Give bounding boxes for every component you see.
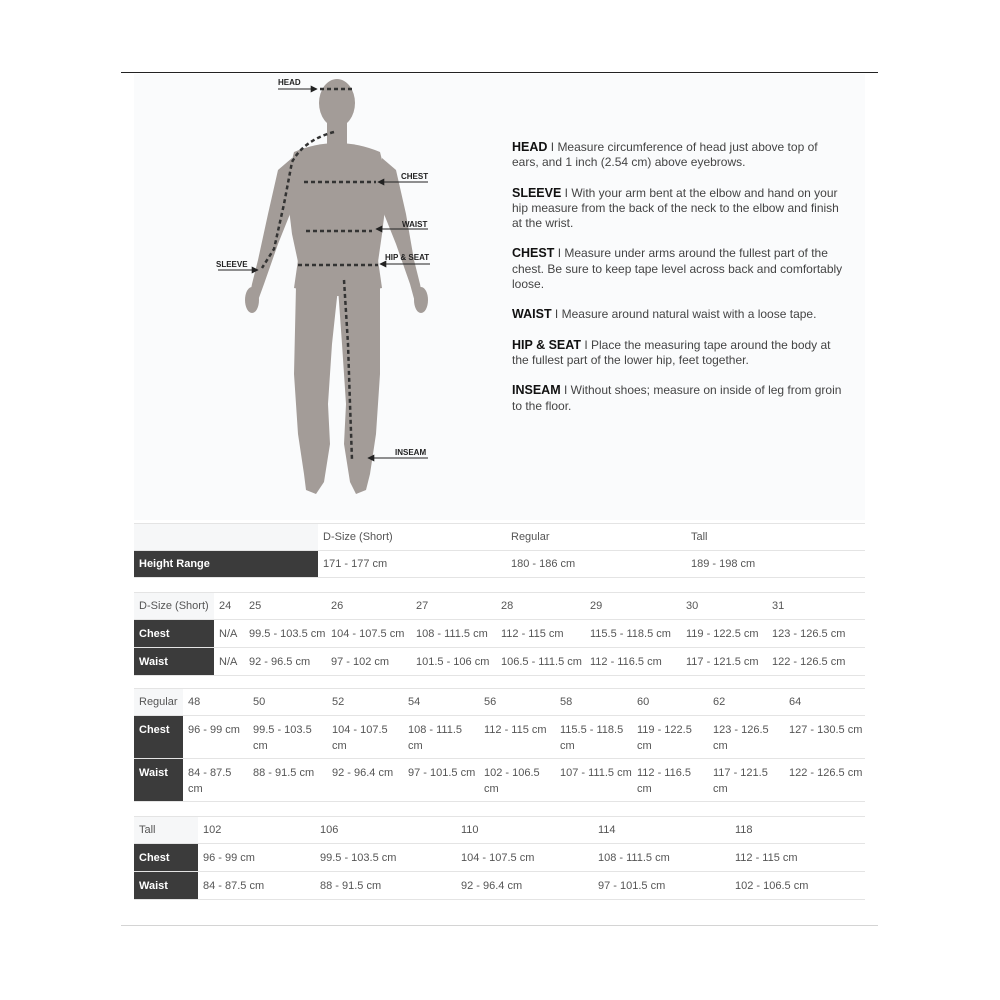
size-header: 24 [214, 593, 244, 620]
row-header: Waist [134, 648, 214, 676]
instruction-hip: HIP & SEAT I Place the measuring tape around the body at the fullest part of the lower hip, feet together. [512, 337, 831, 367]
table-cell: 123 - 126.5 cm [708, 716, 784, 759]
table-cell: 99.5 - 103.5 cm [315, 844, 456, 872]
table-cell: 88 - 91.5 cm [248, 759, 327, 802]
size-header: 25 [244, 593, 326, 620]
size-group-label: Regular [134, 689, 183, 716]
table-header-row [134, 689, 865, 716]
table-cell: 112 - 116.5 cm [632, 759, 708, 802]
size-header: 28 [496, 593, 585, 620]
table-cell: 115.5 - 118.5 cm [585, 620, 681, 648]
table-cell: 104 - 107.5 cm [456, 844, 593, 872]
row-header: Chest [134, 620, 214, 648]
size-header: 50 [248, 689, 327, 716]
body-measurement-diagram [134, 74, 464, 520]
table-row [134, 844, 865, 872]
instruction-chest: CHEST I Measure under arms around the fullest part of the chest. Be sure to keep tape level across back and comfortably loose. [512, 246, 843, 292]
table-row [134, 648, 865, 676]
sleeve-label: SLEEVE [216, 260, 248, 269]
table-cell: N/A [214, 648, 244, 676]
size-header: 52 [327, 689, 403, 716]
table-cell: 122 - 126.5 cm [767, 648, 865, 676]
row-header: Waist [134, 872, 198, 900]
row-header: Chest [134, 716, 183, 759]
table-cell: 119 - 122.5 cm [681, 620, 767, 648]
size-header: 29 [585, 593, 681, 620]
head-label: HEAD [278, 78, 301, 87]
table-cell: 180 - 186 cm [506, 551, 686, 578]
size-header: 27 [411, 593, 496, 620]
measurement-guide-panel [134, 74, 865, 520]
hip-label: HIP & SEAT [385, 253, 430, 262]
table-cell: 104 - 107.5 cm [327, 716, 403, 759]
top-divider [121, 72, 878, 73]
waist-label: WAIST [402, 220, 428, 229]
inseam-label: INSEAM [395, 448, 427, 457]
table-row [134, 551, 865, 578]
table-cell: 127 - 130.5 cm [784, 716, 865, 759]
size-header: 58 [555, 689, 632, 716]
table-cell: 112 - 115 cm [496, 620, 585, 648]
table-cell: 102 - 106.5 cm [730, 872, 865, 900]
size-header: 54 [403, 689, 479, 716]
table-cell: 115.5 - 118.5 cm [555, 716, 632, 759]
table-cell: 112 - 116.5 cm [585, 648, 681, 676]
table-cell: 96 - 99 cm [198, 844, 315, 872]
table-cell: N/A [214, 620, 244, 648]
regular-size-table [134, 688, 865, 802]
table-row [134, 716, 865, 759]
instruction-head: HEAD I Measure circumference of head just above top of ears, and 1 inch (2.54 cm) above eyebrows. [512, 140, 818, 170]
instruction-waist: WAIST I Measure around natural waist with a loose tape. [512, 307, 817, 322]
size-header: 64 [784, 689, 865, 716]
row-header: Waist [134, 759, 183, 802]
table-cell: 99.5 - 103.5 cm [244, 620, 326, 648]
table-cell: 117 - 121.5 cm [708, 759, 784, 802]
human-figure [245, 79, 428, 494]
size-header: 30 [681, 593, 767, 620]
table-cell: 189 - 198 cm [686, 551, 865, 578]
table-cell: 119 - 122.5 cm [632, 716, 708, 759]
table-cell: 92 - 96.4 cm [456, 872, 593, 900]
table-cell: 88 - 91.5 cm [315, 872, 456, 900]
tall-size-table [134, 816, 865, 900]
size-group-label: D-Size (Short) [134, 593, 214, 620]
size-header: 26 [326, 593, 411, 620]
table-cell: 123 - 126.5 cm [767, 620, 865, 648]
column-header: Regular [506, 524, 686, 551]
table-header-row [134, 817, 865, 844]
table-row [134, 872, 865, 900]
table-cell: 108 - 111.5 cm [411, 620, 496, 648]
table-header-row [134, 524, 865, 551]
size-header: 106 [315, 817, 456, 844]
table-row [134, 759, 865, 802]
table-cell: 117 - 121.5 cm [681, 648, 767, 676]
size-header: 110 [456, 817, 593, 844]
table-cell: 106.5 - 111.5 cm [496, 648, 585, 676]
size-header: 102 [198, 817, 315, 844]
table-cell: 107 - 111.5 cm [555, 759, 632, 802]
table-cell: 92 - 96.5 cm [244, 648, 326, 676]
table-cell: 99.5 - 103.5 cm [248, 716, 327, 759]
table-cell: 97 - 101.5 cm [403, 759, 479, 802]
column-header: D-Size (Short) [318, 524, 506, 551]
measurement-instructions [512, 140, 847, 429]
size-header: 62 [708, 689, 784, 716]
size-header: 60 [632, 689, 708, 716]
dsize-short-table [134, 592, 865, 676]
table-cell: 122 - 126.5 cm [784, 759, 865, 802]
row-header: Height Range [134, 551, 318, 578]
table-cell: 104 - 107.5 cm [326, 620, 411, 648]
table-cell: 92 - 96.4 cm [327, 759, 403, 802]
table-cell: 108 - 111.5 cm [593, 844, 730, 872]
size-header: 56 [479, 689, 555, 716]
size-group-label: Tall [134, 817, 198, 844]
table-cell: 112 - 115 cm [730, 844, 865, 872]
table-cell: 102 - 106.5 cm [479, 759, 555, 802]
table-row [134, 620, 865, 648]
size-header: 118 [730, 817, 865, 844]
bottom-divider [121, 925, 878, 926]
height-range-table [134, 523, 865, 578]
table-header-row [134, 593, 865, 620]
instruction-sleeve: SLEEVE I With your arm bent at the elbow and hand on your hip measure from the back of the neck to the elbow and finish at the wrist. [512, 185, 839, 231]
table-cell: 108 - 111.5 cm [403, 716, 479, 759]
table-corner-cell [134, 524, 318, 551]
size-header: 31 [767, 593, 865, 620]
table-cell: 97 - 102 cm [326, 648, 411, 676]
size-header: 114 [593, 817, 730, 844]
size-header: 48 [183, 689, 248, 716]
table-cell: 112 - 115 cm [479, 716, 555, 759]
table-cell: 84 - 87.5 cm [183, 759, 248, 802]
chest-label: CHEST [401, 172, 429, 181]
table-cell: 171 - 177 cm [318, 551, 506, 578]
table-cell: 96 - 99 cm [183, 716, 248, 759]
instruction-inseam: INSEAM I Without shoes; measure on inside of leg from groin to the floor. [512, 383, 842, 413]
row-header: Chest [134, 844, 198, 872]
column-header: Tall [686, 524, 865, 551]
table-cell: 101.5 - 106 cm [411, 648, 496, 676]
table-cell: 84 - 87.5 cm [198, 872, 315, 900]
table-cell: 97 - 101.5 cm [593, 872, 730, 900]
